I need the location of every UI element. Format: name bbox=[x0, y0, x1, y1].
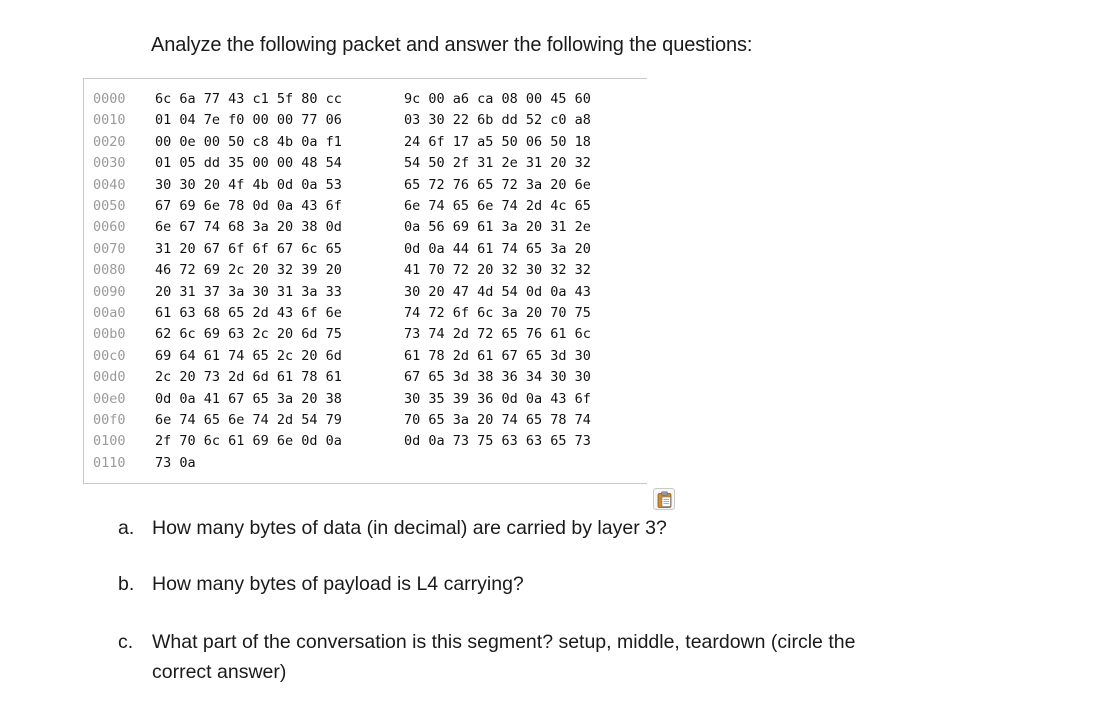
hex-bytes-right: 54 50 2f 31 2e 31 20 32 bbox=[404, 155, 591, 172]
hex-bytes-left: 69 64 61 74 65 2c 20 6d bbox=[155, 347, 342, 364]
hex-bytes-left: 6e 67 74 68 3a 20 38 0d bbox=[155, 219, 342, 236]
hex-offset: 0000 bbox=[93, 91, 126, 107]
hex-bytes-right: 67 65 3d 38 36 34 30 30 bbox=[404, 369, 591, 386]
hex-bytes-left: 0d 0a 41 67 65 3a 20 38 bbox=[155, 390, 342, 407]
question-text: correct answer) bbox=[152, 661, 287, 683]
hex-bytes-right: 61 78 2d 61 67 65 3d 30 bbox=[404, 347, 591, 364]
hex-offset: 00a0 bbox=[93, 305, 126, 321]
hex-bytes-left: 01 04 7e f0 00 00 77 06 bbox=[155, 112, 342, 129]
hex-offset: 00b0 bbox=[93, 326, 126, 343]
hex-bytes-left: 62 6c 69 63 2c 20 6d 75 bbox=[155, 326, 342, 343]
clipboard-icon[interactable] bbox=[653, 488, 675, 510]
hex-bytes-right: 70 65 3a 20 74 65 78 74 bbox=[404, 412, 591, 428]
hex-offset: 00e0 bbox=[93, 390, 126, 407]
hex-bytes-right: 0d 0a 44 61 74 65 3a 20 bbox=[404, 240, 591, 257]
hex-offset: 00c0 bbox=[93, 347, 126, 364]
hex-bytes-right: 0a 56 69 61 3a 20 31 2e bbox=[404, 219, 591, 236]
hex-bytes-right: 30 35 39 36 0d 0a 43 6f bbox=[404, 390, 591, 407]
hex-bytes-right: 0d 0a 73 75 63 63 65 73 bbox=[404, 433, 591, 450]
hex-bytes-left: 01 05 dd 35 00 00 48 54 bbox=[155, 155, 342, 172]
question-letter: c. bbox=[118, 631, 134, 653]
hex-offset: 0080 bbox=[93, 262, 126, 279]
hex-bytes-right: 6e 74 65 6e 74 2d 4c 65 bbox=[404, 198, 591, 214]
hex-bytes-right: 41 70 72 20 32 30 32 32 bbox=[404, 262, 591, 279]
question-letter: b. bbox=[118, 573, 135, 595]
question-letter: a. bbox=[118, 517, 135, 539]
hex-bytes-right: 73 74 2d 72 65 76 61 6c bbox=[404, 326, 591, 343]
hex-offset: 0050 bbox=[93, 198, 126, 214]
hex-bytes-left: 30 30 20 4f 4b 0d 0a 53 bbox=[155, 176, 342, 193]
hex-bytes-right: 24 6f 17 a5 50 06 50 18 bbox=[404, 133, 591, 150]
hex-offset: 0030 bbox=[93, 155, 126, 172]
hex-bytes-left: 20 31 37 3a 30 31 3a 33 bbox=[155, 283, 342, 300]
hex-dump-panel bbox=[83, 78, 647, 484]
hex-bytes-left: 31 20 67 6f 6f 67 6c 65 bbox=[155, 240, 342, 257]
hex-offset: 0020 bbox=[93, 133, 126, 150]
question-text: What part of the conversation is this segment? setup, middle, teardown (circle the bbox=[152, 631, 856, 653]
hex-offset: 0060 bbox=[93, 219, 126, 236]
hex-bytes-left: 61 63 68 65 2d 43 6f 6e bbox=[155, 305, 342, 321]
hex-bytes-left: 6e 74 65 6e 74 2d 54 79 bbox=[155, 412, 342, 428]
hex-bytes-right: 30 20 47 4d 54 0d 0a 43 bbox=[404, 283, 591, 300]
hex-bytes-left: 00 0e 00 50 c8 4b 0a f1 bbox=[155, 133, 342, 150]
hex-bytes-right: 9c 00 a6 ca 08 00 45 60 bbox=[404, 91, 591, 107]
hex-offset: 0110 bbox=[93, 454, 126, 471]
question-text: How many bytes of data (in decimal) are carried by layer 3? bbox=[152, 517, 667, 539]
hex-offset: 00d0 bbox=[93, 369, 126, 386]
hex-offset: 00f0 bbox=[93, 412, 126, 428]
hex-offset: 0070 bbox=[93, 240, 126, 257]
hex-bytes-left: 67 69 6e 78 0d 0a 43 6f bbox=[155, 198, 342, 214]
hex-bytes-right: 03 30 22 6b dd 52 c0 a8 bbox=[404, 112, 591, 129]
hex-bytes-left: 6c 6a 77 43 c1 5f 80 cc bbox=[155, 91, 342, 107]
hex-offset: 0090 bbox=[93, 283, 126, 300]
hex-bytes-left: 2c 20 73 2d 6d 61 78 61 bbox=[155, 369, 342, 386]
hex-bytes-left: 46 72 69 2c 20 32 39 20 bbox=[155, 262, 342, 279]
hex-bytes-right: 74 72 6f 6c 3a 20 70 75 bbox=[404, 305, 591, 321]
hex-bytes-left: 73 0a bbox=[155, 454, 196, 471]
hex-offset: 0010 bbox=[93, 112, 126, 129]
hex-offset: 0040 bbox=[93, 176, 126, 193]
hex-bytes-right: 65 72 76 65 72 3a 20 6e bbox=[404, 176, 591, 193]
hex-bytes-left: 2f 70 6c 61 69 6e 0d 0a bbox=[155, 433, 342, 450]
question-text: How many bytes of payload is L4 carrying? bbox=[152, 573, 524, 595]
page-heading: Analyze the following packet and answer the following the questions: bbox=[151, 34, 753, 56]
hex-offset: 0100 bbox=[93, 433, 126, 450]
